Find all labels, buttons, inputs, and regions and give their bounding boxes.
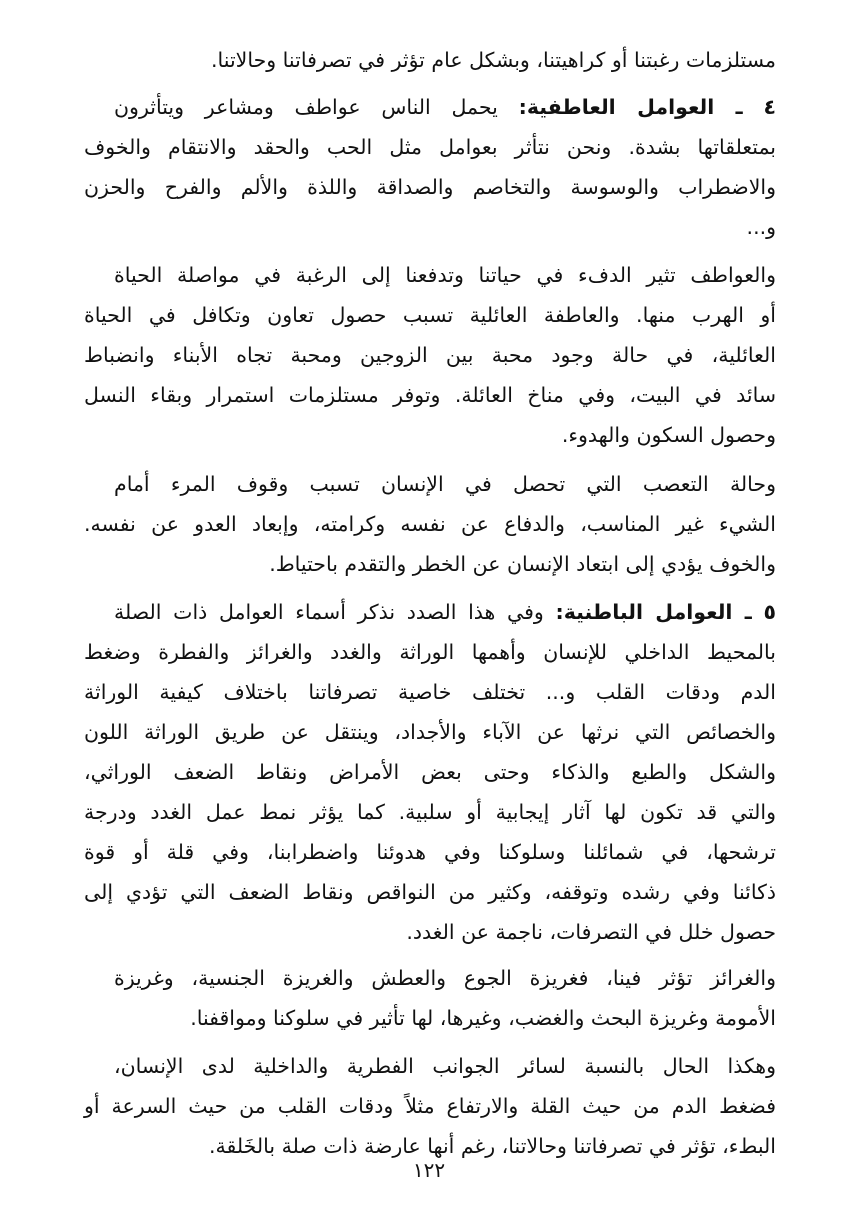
text-line: بمتعلقاتها بشدة. ونحن نتأثر بعوامل مثل الحب والحقد والانتقام والخوف: [84, 135, 776, 159]
text-line: [114, 592, 776, 632]
text-line: البطء، تؤثر في تصرفاتنا وحالاتنا، رغم أنها عارضة ذات صلة بالخَلقة.: [209, 1134, 776, 1158]
text-line: والعواطف تثير الدفء في حياتنا وتدفعنا إلى الرغبة في مواصلة الحياة: [114, 263, 776, 287]
text-line: فضغط الدم من حيث القلة والارتفاع مثلاً ودقات القلب من حيث السرعة أو: [84, 1094, 776, 1118]
section-heading: ـ العوامل العاطفية:: [518, 95, 743, 119]
text-line: حصول خلل في التصرفات، ناجمة عن الغدد.: [406, 920, 776, 944]
text-line: والخوف يؤدي إلى ابتعاد الإنسان عن الخطر والتقدم باحتياط.: [269, 552, 776, 576]
text-line: ترشحها، في شمائلنا وسلوكنا وفي هدوئنا واضطرابنا، وفي قلة أو قوة: [84, 840, 776, 864]
text-line: بالمحيط الداخلي للإنسان وأهمها الوراثة والغدد والغرائز والفطرة وضغط: [84, 640, 776, 664]
text-line: [114, 87, 776, 127]
text-line: مستلزمات رغبتنا أو كراهيتنا، وبشكل عام تؤثر في تصرفاتنا وحالاتنا.: [211, 48, 776, 72]
text-line: وحالة التعصب التي تحصل في الإنسان تسبب وقوف المرء أمام: [114, 472, 776, 496]
text-line: والتي قد تكون لها آثار إيجابية أو سلبية. كما يؤثر نمط عمل الغدد ودرجة: [84, 800, 776, 824]
section-text: يحمل الناس عواطف ومشاعر ويتأثرون: [114, 95, 498, 119]
text-line: والغرائز تؤثر فينا، فغريزة الجوع والعطش والغريزة الجنسية، وغريزة: [114, 966, 776, 990]
text-line: والخصائص التي نرثها عن الآباء والأجداد، وينتقل عن طريق الوراثة اللون: [84, 720, 776, 744]
text-line: العائلية، في حالة وجود محبة بين الزوجين ومحبة تجاه الأبناء وانضباط: [84, 343, 776, 367]
section-text: وفي هذا الصدد نذكر أسماء العوامل ذات الصلة: [114, 600, 544, 624]
section-number: ٤: [763, 95, 776, 119]
text-line: والاضطراب والوسوسة والتخاصم والصداقة واللذة والألم والفرح والحزن: [84, 175, 776, 199]
text-line: والشكل والطبع والذكاء وحتى بعض الأمراض ونقاط الضعف الوراثي،: [84, 760, 776, 784]
text-line: وهكذا الحال بالنسبة لسائر الجوانب الفطرية والداخلية لدى الإنسان،: [114, 1054, 776, 1078]
section-heading: ـ العوامل الباطنية:: [555, 600, 752, 624]
text-line: ذكائنا وفي رشده وتوقفه، وكثير من النواقص ونقاط الضعف التي تؤدي إلى: [84, 880, 776, 904]
text-line: الأمومة وغريزة البحث والغضب، وغيرها، لها تأثير في سلوكنا ومواقفنا.: [190, 1006, 776, 1030]
text-line: وحصول السكون والهدوء.: [561, 423, 776, 447]
text-line: و...: [746, 215, 776, 239]
text-line: الدم ودقات القلب و... تختلف خاصية تصرفاتنا باختلاف كيفية الوراثة: [84, 680, 776, 704]
page-number: ١٢٢: [412, 1158, 446, 1182]
text-line: سائد في البيت، وفي مناخ العائلة. وتوفر مستلزمات استمرار وبقاء النسل: [84, 383, 776, 407]
section-number: ٥: [763, 600, 776, 624]
text-line: الشيء غير المناسب، والدفاع عن نفسه وكرامته، وإبعاد العدو عن نفسه.: [84, 512, 776, 536]
text-line: أو الهرب منها. والعاطفة العائلية تسبب حصول تعاون وتكافل في الحياة: [84, 303, 776, 327]
